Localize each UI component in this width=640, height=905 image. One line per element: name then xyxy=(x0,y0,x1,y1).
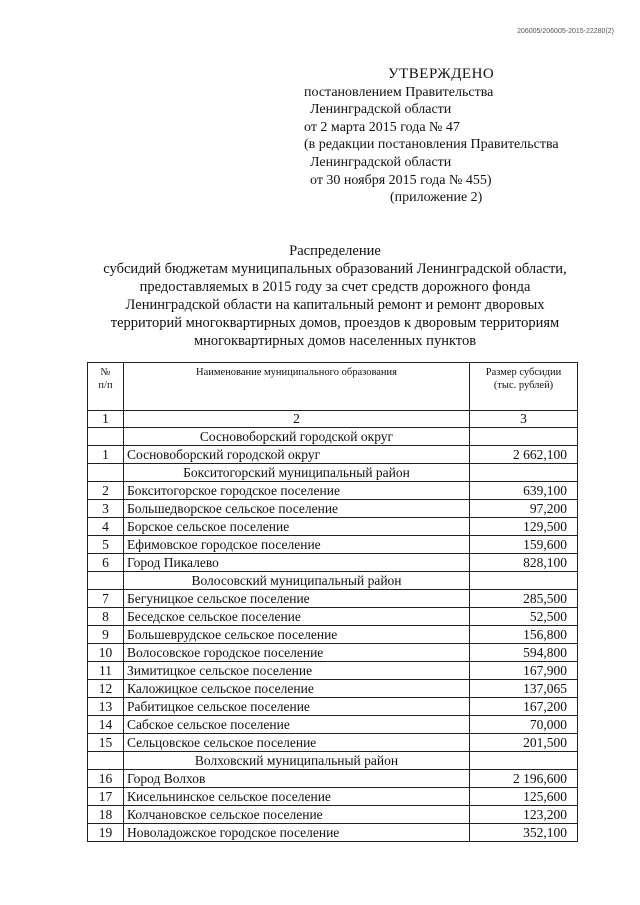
district-amount-cell xyxy=(470,428,578,446)
table-row xyxy=(88,824,578,842)
subsidy-amount: 639,100 xyxy=(470,482,578,500)
municipality-name: Кисельнинское сельское поселение xyxy=(124,788,470,806)
table-row xyxy=(88,806,578,824)
row-number: 7 xyxy=(88,590,124,608)
district-name: Волховский муниципальный район xyxy=(124,752,470,770)
header-name: Наименование муниципального образования xyxy=(124,363,470,411)
row-number: 13 xyxy=(88,698,124,716)
subsidy-table xyxy=(87,362,578,842)
approval-line: постановлением Правительства xyxy=(304,84,494,100)
district-amount-cell xyxy=(470,464,578,482)
subsidy-amount: 594,800 xyxy=(470,644,578,662)
municipality-name: Бокситогорское городское поселение xyxy=(124,482,470,500)
municipality-name: Зимитицкое сельское поселение xyxy=(124,662,470,680)
table-row xyxy=(88,770,578,788)
subsidy-amount: 828,100 xyxy=(470,554,578,572)
municipality-name: Бегуницкое сельское поселение xyxy=(124,590,470,608)
row-number: 11 xyxy=(88,662,124,680)
header-amount xyxy=(470,363,578,411)
table-row xyxy=(88,698,578,716)
subsidy-amount: 285,500 xyxy=(470,590,578,608)
row-number: 16 xyxy=(88,770,124,788)
row-number: 8 xyxy=(88,608,124,626)
table-row xyxy=(88,788,578,806)
table-row xyxy=(88,608,578,626)
district-number-cell xyxy=(88,572,124,590)
subsidy-amount: 137,065 xyxy=(470,680,578,698)
municipality-name: Колчановское сельское поселение xyxy=(124,806,470,824)
title-line: Распределение xyxy=(289,243,381,259)
table-row xyxy=(88,644,578,662)
district-number-cell xyxy=(88,428,124,446)
table-row xyxy=(88,590,578,608)
table-header-row xyxy=(88,363,578,411)
row-number: 15 xyxy=(88,734,124,752)
row-number: 3 xyxy=(88,500,124,518)
subsidy-amount: 352,100 xyxy=(470,824,578,842)
row-number: 14 xyxy=(88,716,124,734)
column-index: 3 xyxy=(470,411,578,428)
approval-line: от 2 марта 2015 года № 47 xyxy=(304,119,460,135)
row-number: 9 xyxy=(88,626,124,644)
row-number: 19 xyxy=(88,824,124,842)
approval-line: от 30 ноября 2015 года № 455) xyxy=(310,172,492,188)
subsidy-amount: 97,200 xyxy=(470,500,578,518)
approval-line: Ленинградской области xyxy=(310,102,452,118)
table-row xyxy=(88,518,578,536)
subsidy-amount: 70,000 xyxy=(470,716,578,734)
district-amount-cell xyxy=(470,572,578,590)
row-number: 4 xyxy=(88,518,124,536)
municipality-name: Ефимовское городское поселение xyxy=(124,536,470,554)
district-amount-cell xyxy=(470,752,578,770)
municipality-name: Беседское сельское поселение xyxy=(124,608,470,626)
district-row xyxy=(88,464,578,482)
municipality-name: Каложицкое сельское поселение xyxy=(124,680,470,698)
municipality-name: Рабитицкое сельское поселение xyxy=(124,698,470,716)
municipality-name: Сосновоборский городской округ xyxy=(124,446,470,464)
header-number-line1: № xyxy=(100,367,111,378)
municipality-name: Город Пикалево xyxy=(124,554,470,572)
district-name: Бокситогорский муниципальный район xyxy=(124,464,470,482)
title-line: территорий многоквартирных домов, проездов к дворовым территориям xyxy=(110,315,560,331)
header-amount-line1: Размер субсидии xyxy=(485,367,562,378)
table-row xyxy=(88,500,578,518)
subsidy-amount: 2 662,100 xyxy=(470,446,578,464)
header-number xyxy=(88,363,124,411)
approval-heading: УТВЕРЖДЕНО xyxy=(388,66,495,82)
district-name: Волосовский муниципальный район xyxy=(124,572,470,590)
title-line: Ленинградской области на капитальный ремонт и ремонт дворовых xyxy=(125,297,545,313)
title-line: многоквартирных домов населенных пунктов xyxy=(193,333,477,349)
municipality-name: Волосовское городское поселение xyxy=(124,644,470,662)
subsidy-amount: 125,600 xyxy=(470,788,578,806)
municipality-name: Город Волхов xyxy=(124,770,470,788)
approval-block xyxy=(304,66,604,207)
subsidy-amount: 156,800 xyxy=(470,626,578,644)
table-row xyxy=(88,446,578,464)
subsidy-amount: 52,500 xyxy=(470,608,578,626)
municipality-name: Борское сельское поселение xyxy=(124,518,470,536)
document-title xyxy=(40,242,630,350)
row-number: 1 xyxy=(88,446,124,464)
approval-line: (в редакции постановления Правительства xyxy=(304,137,559,153)
district-number-cell xyxy=(88,464,124,482)
municipality-name: Новоладожское городское поселение xyxy=(124,824,470,842)
table-body xyxy=(88,428,578,842)
subsidy-amount: 129,500 xyxy=(470,518,578,536)
municipality-name: Большеврудское сельское поселение xyxy=(124,626,470,644)
title-line: предоставляемых в 2015 году за счет средств дорожного фонда xyxy=(139,279,531,295)
column-index: 2 xyxy=(124,411,470,428)
district-row xyxy=(88,752,578,770)
subsidy-amount: 167,200 xyxy=(470,698,578,716)
subsidy-amount: 2 196,600 xyxy=(470,770,578,788)
district-row xyxy=(88,572,578,590)
district-row xyxy=(88,428,578,446)
row-number: 6 xyxy=(88,554,124,572)
table-row xyxy=(88,680,578,698)
municipality-name: Сабское сельское поселение xyxy=(124,716,470,734)
subsidy-amount: 159,600 xyxy=(470,536,578,554)
row-number: 17 xyxy=(88,788,124,806)
row-number: 12 xyxy=(88,680,124,698)
subsidy-amount: 167,900 xyxy=(470,662,578,680)
table-row xyxy=(88,482,578,500)
table-row xyxy=(88,716,578,734)
column-index: 1 xyxy=(88,411,124,428)
table-row xyxy=(88,536,578,554)
approval-line: (приложение 2) xyxy=(390,190,483,206)
row-number: 2 xyxy=(88,482,124,500)
municipality-name: Сельцовское сельское поселение xyxy=(124,734,470,752)
title-line: субсидий бюджетам муниципальных образований Ленинградской области, xyxy=(103,261,567,277)
subsidy-amount: 123,200 xyxy=(470,806,578,824)
header-number-line2: п/п xyxy=(98,380,113,391)
table-row xyxy=(88,734,578,752)
row-number: 5 xyxy=(88,536,124,554)
district-name: Сосновоборский городской округ xyxy=(124,428,470,446)
table-row xyxy=(88,626,578,644)
row-number: 18 xyxy=(88,806,124,824)
table-row xyxy=(88,554,578,572)
header-amount-line2: (тыс. рублей) xyxy=(493,380,554,391)
approval-line: Ленинградской области xyxy=(310,154,452,170)
column-index-row xyxy=(88,411,578,428)
row-number: 10 xyxy=(88,644,124,662)
table-row xyxy=(88,662,578,680)
district-number-cell xyxy=(88,752,124,770)
municipality-name: Большедворское сельское поселение xyxy=(124,500,470,518)
subsidy-amount: 201,500 xyxy=(470,734,578,752)
document-id: 206005/206005-2015-22280(2) xyxy=(517,28,614,35)
